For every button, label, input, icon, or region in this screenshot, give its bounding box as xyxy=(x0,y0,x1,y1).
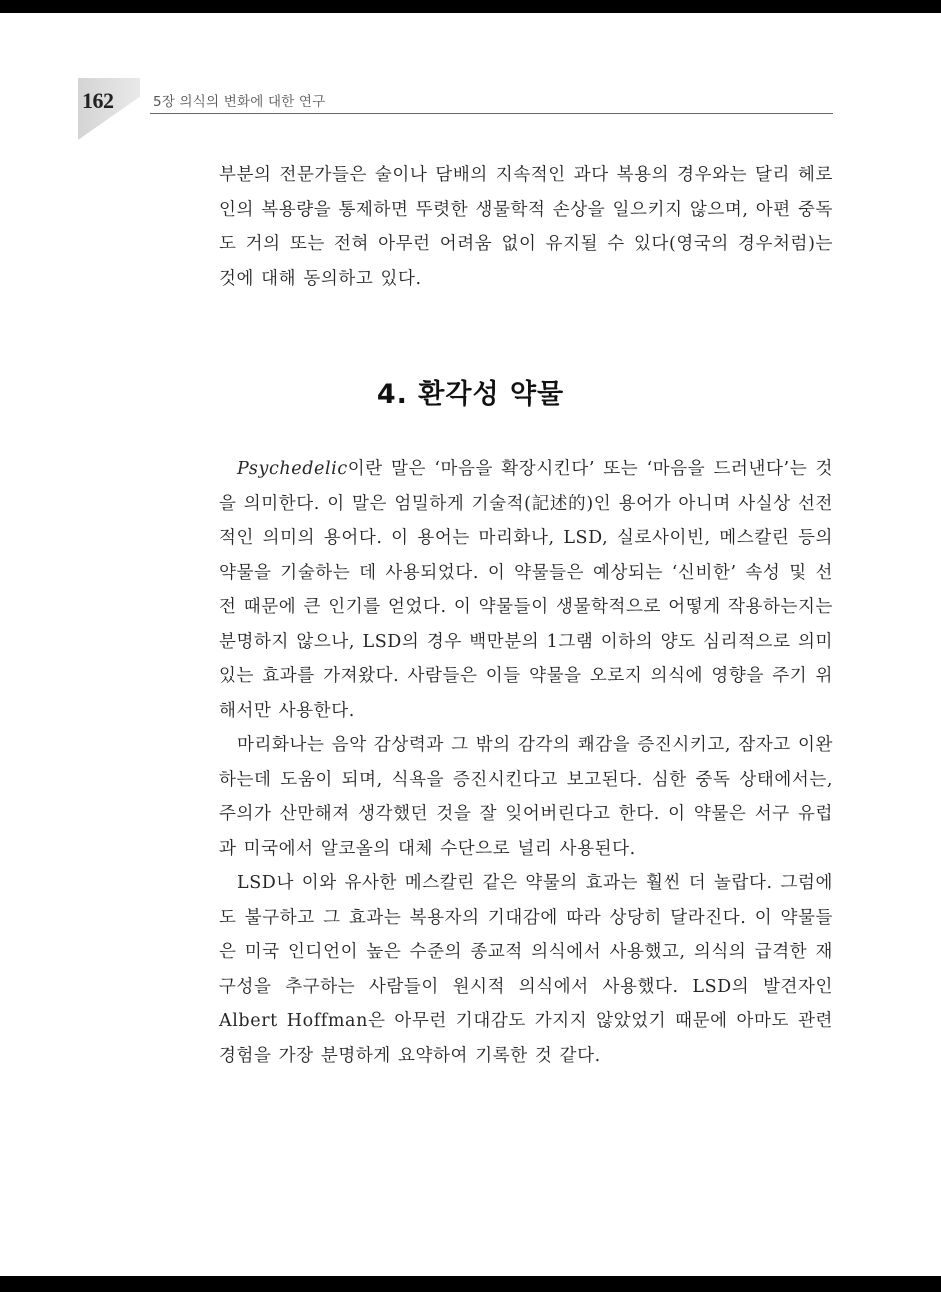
paragraph-3: LSD나 이와 유사한 메스칼린 같은 약물의 효과는 훨씬 더 놀랍다. 그럼에도 불구하고 그 효과는 복용자의 기대감에 따라 상당히 달라진다. 이 약물들은 미국 인디언이 높은 수준의 종교적 의식에서 사용했고, 의식의 급격한 재구성을 추구하는 사람들이 원시적 의식에서 사용했다. LSD의 발견자인 Albert Hoffman은 아무런 기대감도 가지지 않았었기 때문에 아마도 관련 경험을 가장 분명하게 요약하여 기록한 것 같다. xyxy=(219,873,833,1066)
continuation-paragraph: 부분의 전문가들은 술이나 담배의 지속적인 과다 복용의 경우와는 달리 헤로인의 복용량을 통제하면 뚜렷한 생물학적 손상을 일으키지 않으며, 아편 중독도 거의 또는 전혀 아무런 어려움 없이 유지될 수 있다(영국의 경우처럼)는 것에 대해 동의하고 있다. xyxy=(219,165,833,289)
section-body xyxy=(219,452,833,1073)
paragraph-2: 마리화나는 음악 감상력과 그 밖의 감각의 쾌감을 증진시키고, 잠자고 이완하는데 도움이 되며, 식욕을 증진시킨다고 보고된다. 심한 중독 상태에서는, 주의가 산만해져 생각했던 것을 잘 잊어버린다고 한다. 이 약물은 서구 유럽과 미국에서 알코올의 대체 수단으로 널리 사용된다. xyxy=(219,735,833,859)
psychedelic-term: Psychedelic xyxy=(237,459,348,479)
running-header: 5장 의식의 변화에 대한 연구 xyxy=(153,94,326,110)
page-number: 162 xyxy=(82,88,114,113)
paragraph-1 xyxy=(219,452,833,728)
header-divider xyxy=(150,113,833,114)
section-heading: 4. 환각성 약물 xyxy=(376,379,565,410)
top-border xyxy=(0,0,941,13)
paragraph-1-text: 이란 말은 ‘마음을 확장시킨다’ 또는 ‘마음을 드러낸다’는 것을 의미한다. 이 말은 엄밀하게 기술적(記述的)인 용어가 아니며 사실상 선전적인 의미의 용어다. 이 용어는 마리화나, LSD, 실로사이빈, 메스칼린 등의 약물을 기술하는 데 사용되었다. 이 약물들은 예상되는 ‘신비한’ 속성 및 선전 때문에 큰 인기를 얻었다. 이 약물들이 생물학적으로 어떻게 작용하는지는 분명하지 않으나, LSD의 경우 백만분의 1그램 이하의 양도 심리적으로 의미 있는 효과를 가져왔다. 사람들은 이들 약물을 오로지 의식에 영향을 주기 위해서만 사용한다. xyxy=(219,459,833,721)
bottom-border xyxy=(0,1276,941,1292)
